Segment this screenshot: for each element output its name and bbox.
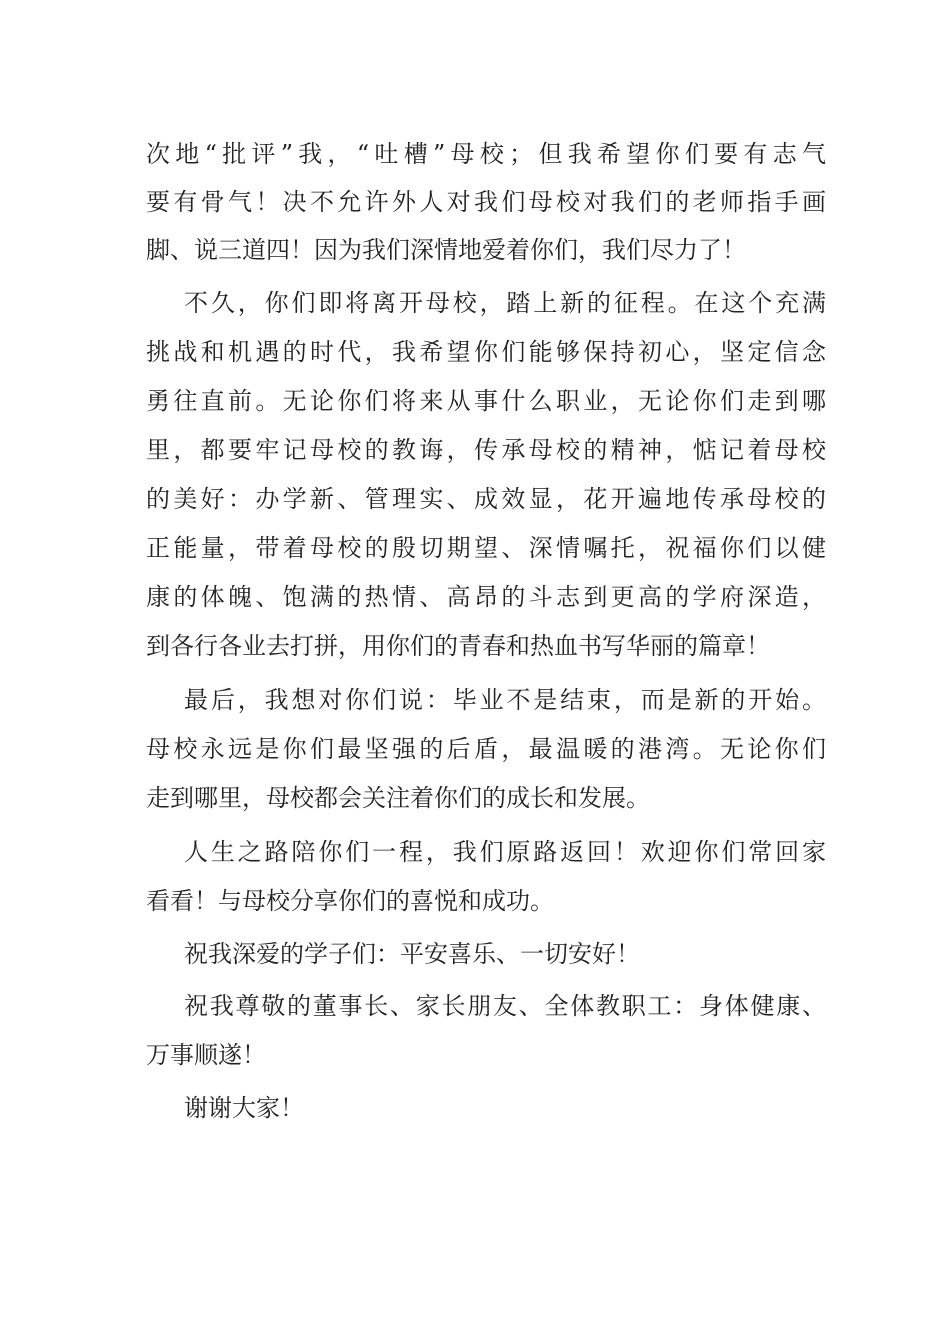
text-line: 万事顺遂！: [146, 1041, 266, 1069]
text-line: 要有骨气！决不允许外人对我们母校对我们的老师指手画: [146, 188, 826, 216]
text-line: 脚、说三道四！因为我们深情地爱着你们，我们尽力了！: [146, 236, 746, 264]
text-line: 里，都要牢记母校的教诲，传承母校的精神，惦记着母校: [146, 436, 826, 464]
text-line: 走到哪里，母校都会关注着你们的成长和发展。: [146, 784, 650, 812]
text-line: 看看！与母校分享你们的喜悦和成功。: [146, 887, 554, 915]
text-line: 谢谢大家！: [184, 1094, 304, 1122]
text-line: 挑战和机遇的时代，我希望你们能够保持初心，坚定信念: [146, 338, 826, 366]
text-line: 到各行各业去打拼，用你们的青春和热血书写华丽的篇章！: [146, 632, 770, 660]
text-line: 母校永远是你们最坚强的后盾，最温暖的港湾。无论你们: [146, 735, 826, 763]
text-line: 康的体魄、饱满的热情、高昂的斗志到更高的学府深造，: [146, 583, 826, 611]
text-line: 勇往直前。无论你们将来从事什么职业，无论你们走到哪: [146, 387, 826, 415]
text-line: 祝我深爱的学子们：平安喜乐、一切安好！: [184, 940, 640, 968]
text-line: 次地“批评”我，“吐槽”母校；但我希望你们要有志气: [146, 140, 826, 168]
text-line: 不久，你们即将离开母校，踏上新的征程。在这个充满: [184, 289, 826, 317]
text-line: 正能量，带着母校的殷切期望、深情嘱托，祝福你们以健: [146, 534, 826, 562]
text-line: 人生之路陪你们一程，我们原路返回！欢迎你们常回家: [184, 838, 826, 866]
text-line: 的美好：办学新、管理实、成效显，花开遍地传承母校的: [146, 485, 826, 513]
text-line: 祝我尊敬的董事长、家长朋友、全体教职工：身体健康、: [184, 992, 826, 1020]
text-line: 最后，我想对你们说：毕业不是结束，而是新的开始。: [184, 686, 826, 714]
